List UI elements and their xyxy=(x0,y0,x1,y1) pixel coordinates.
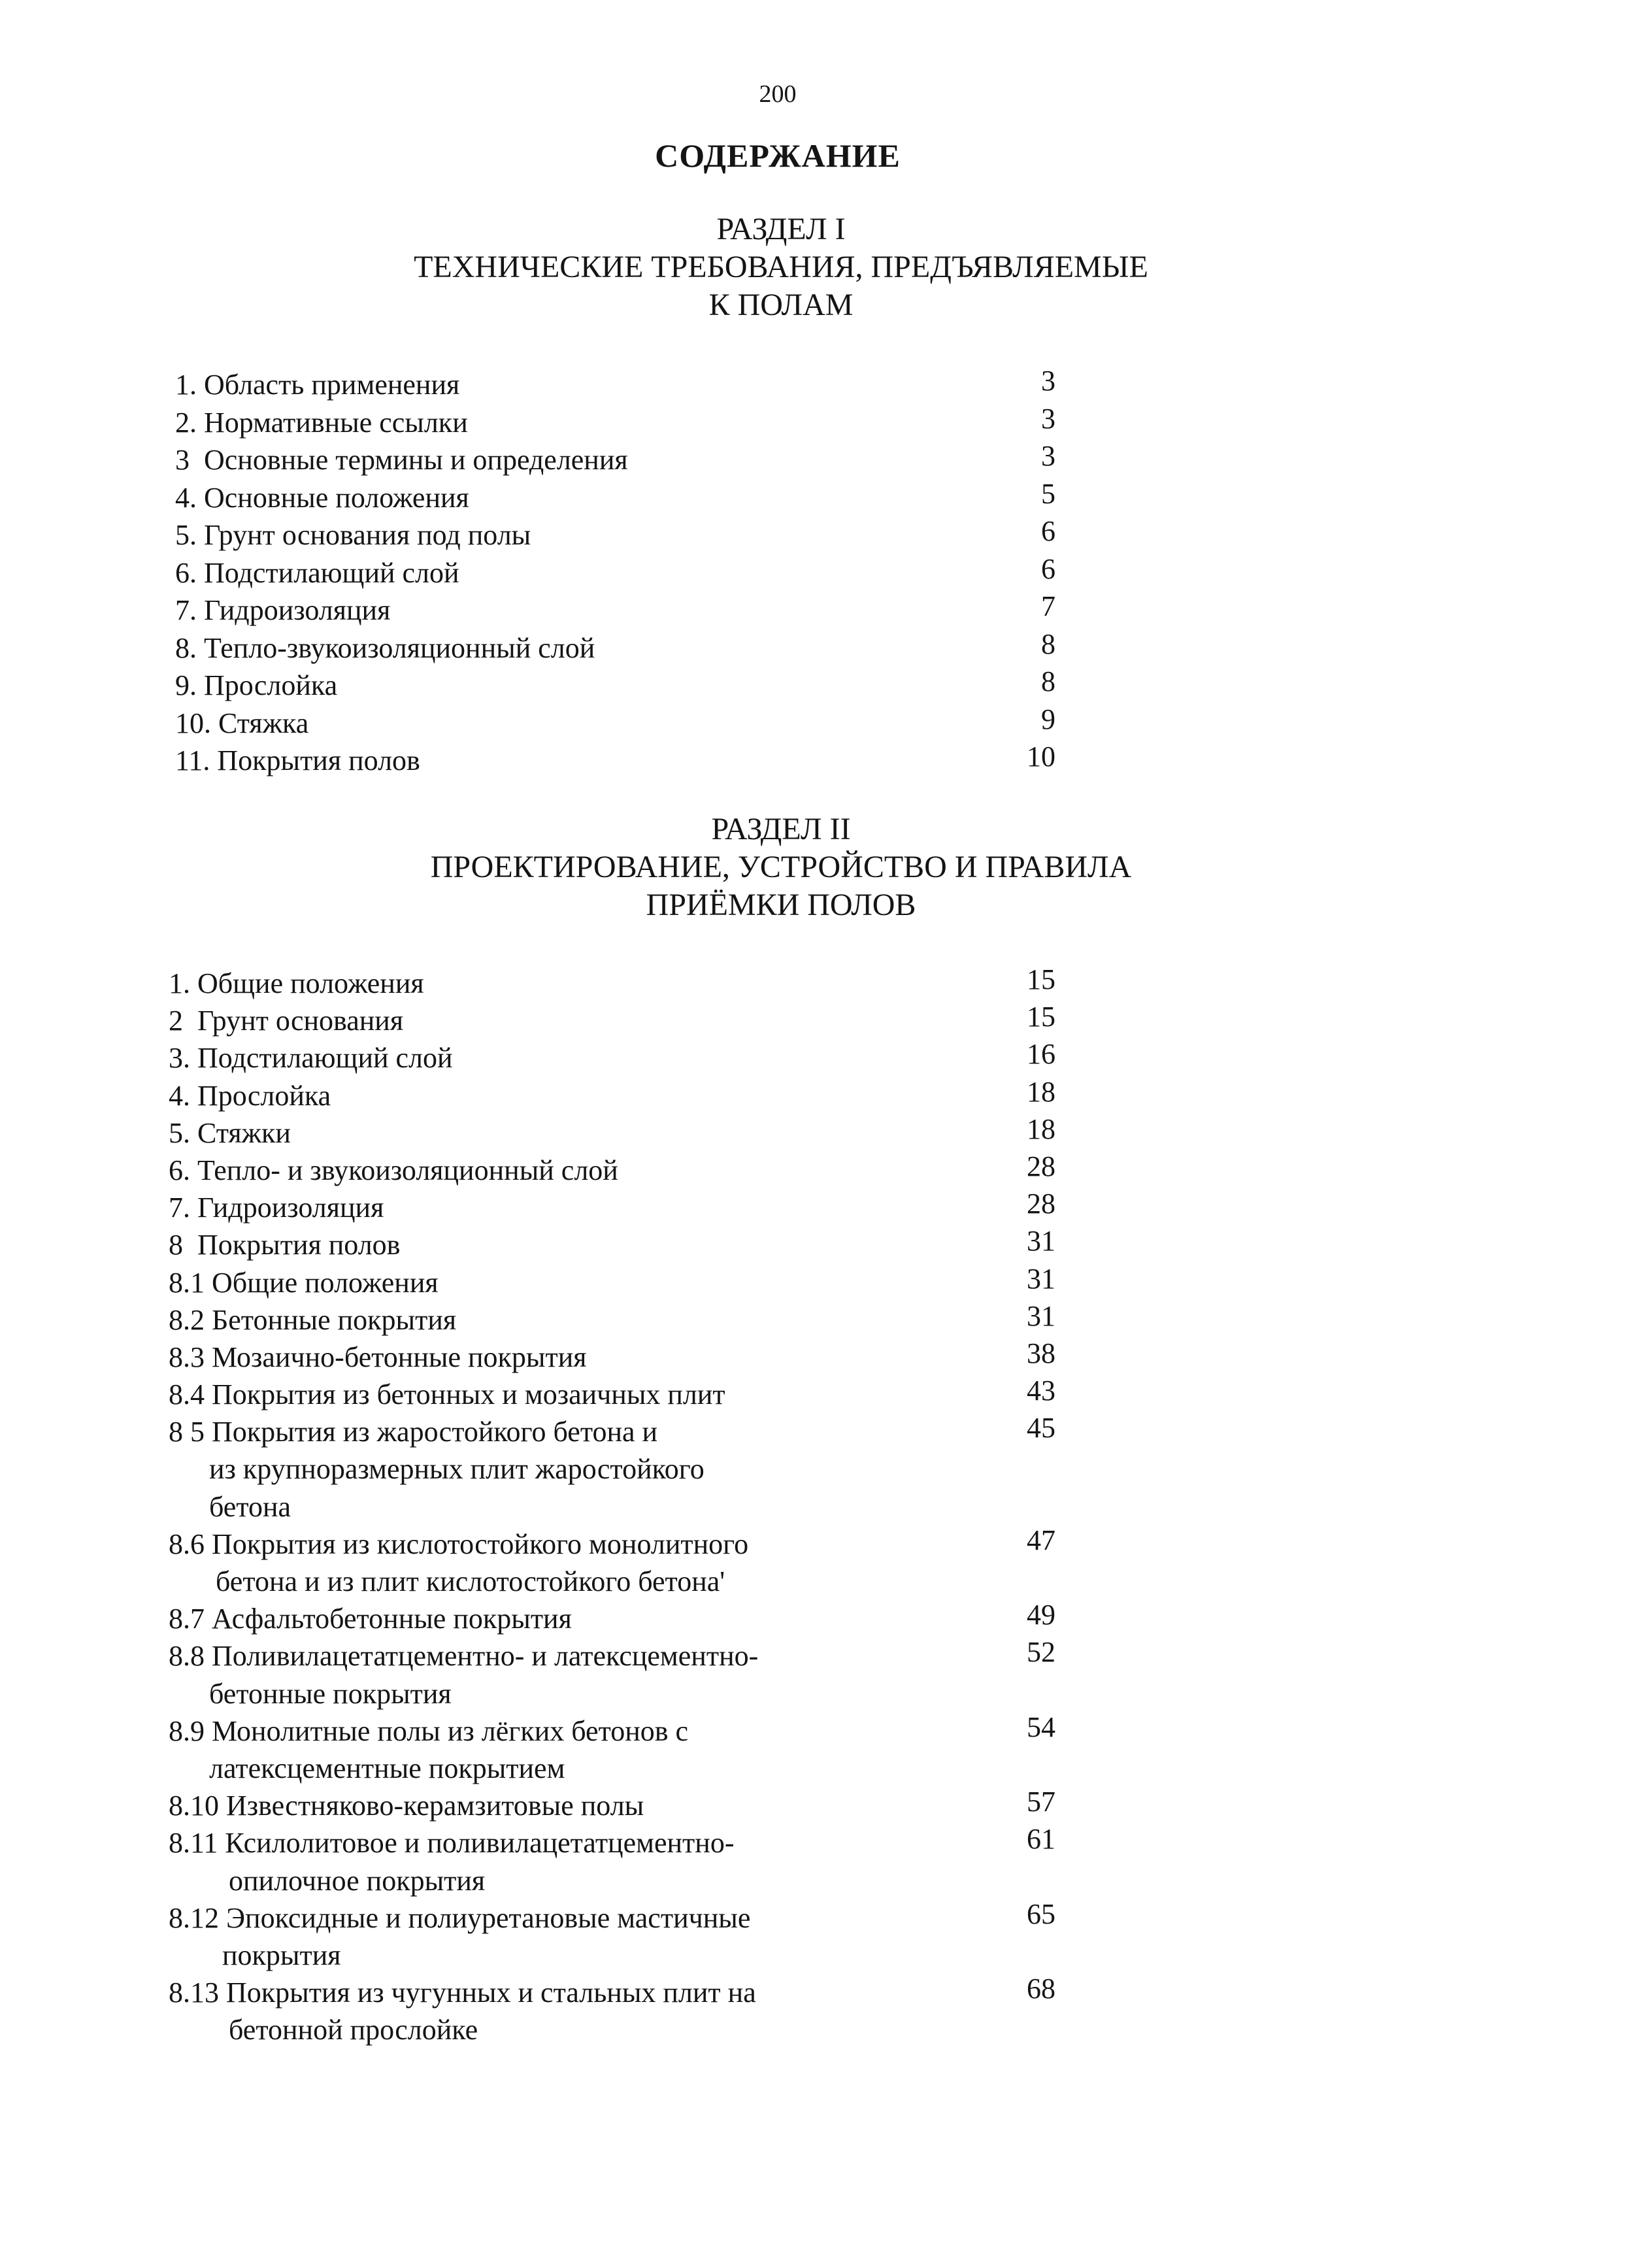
section-2-heading-line: ПРОЕКТИРОВАНИЕ, УСТРОЙСТВО И ПРАВИЛА xyxy=(430,850,1132,884)
toc-entry-page: 28 xyxy=(1027,1150,1055,1182)
section-2-heading-line: ПРИЁМКИ ПОЛОВ xyxy=(646,888,916,922)
toc-entry-page: 7 xyxy=(1041,590,1055,622)
toc-entry-text: 1. Область применения xyxy=(175,369,460,401)
toc-entry[interactable] xyxy=(0,554,1626,592)
toc-entry-page: 8 xyxy=(1041,627,1055,660)
toc-entry[interactable] xyxy=(0,1899,1626,1974)
page-title: СОДЕРЖАНИЕ xyxy=(655,137,901,174)
toc-entry-text: 8.11 Ксилолитовое и поливилацетатцементно- опилочное покрытия xyxy=(169,1827,735,1897)
toc-entry-text: 2 Грунт основания xyxy=(169,1005,404,1037)
toc-entry-page: 31 xyxy=(1027,1262,1055,1295)
toc-entry[interactable] xyxy=(0,1039,1626,1076)
toc-entry-text: 7. Гидроизоляция xyxy=(169,1192,384,1224)
toc-entry[interactable] xyxy=(0,404,1626,442)
toc-entry[interactable] xyxy=(0,1301,1626,1339)
toc-entry[interactable] xyxy=(0,441,1626,479)
toc-entry-text: 3 Основные термины и определения xyxy=(175,444,628,476)
toc-entry[interactable] xyxy=(0,516,1626,554)
toc-entry[interactable] xyxy=(0,742,1626,780)
toc-entry-page: 61 xyxy=(1027,1823,1055,1856)
toc-entry-text: 8.7 Асфальтобетонные покрытия xyxy=(169,1603,572,1635)
toc-entry-text: 8.13 Покрытия из чугунных и стальных плит на бетонной прослойке xyxy=(169,1976,756,2046)
toc-entry[interactable] xyxy=(0,1152,1626,1189)
toc-entry-page: 15 xyxy=(1027,1001,1055,1033)
toc-entry[interactable] xyxy=(0,965,1626,1002)
toc-entry[interactable] xyxy=(0,479,1626,517)
toc-entry[interactable] xyxy=(0,1226,1626,1263)
section-1-heading-line: К ПОЛАМ xyxy=(708,288,854,322)
toc-entry-text: 8 Покрытия полов xyxy=(169,1229,401,1261)
section-1-heading-line: ТЕХНИЧЕСКИЕ ТРЕБОВАНИЯ, ПРЕДЪЯВЛЯЕМЫЕ xyxy=(414,250,1148,284)
toc-entry-text: 6. Подстилающий слой xyxy=(175,556,459,589)
toc-entry-page: 9 xyxy=(1041,703,1055,735)
toc-entry-text: 1. Общие положения xyxy=(169,967,424,999)
toc-entry[interactable] xyxy=(0,1264,1626,1301)
toc-entry-text: 11. Покрытия полов xyxy=(175,744,420,776)
section-1-heading-line: РАЗДЕЛ I xyxy=(716,212,846,246)
toc-entry-page: 68 xyxy=(1027,1973,1055,2005)
toc-entry-text: 5. Стяжки xyxy=(169,1116,291,1149)
toc-entry-page: 54 xyxy=(1027,1710,1055,1743)
toc-entry-page: 15 xyxy=(1027,963,1055,995)
toc-entry[interactable] xyxy=(0,1787,1626,1824)
toc-entry-page: 45 xyxy=(1027,1412,1055,1444)
toc-entry-page: 3 xyxy=(1041,402,1055,435)
toc-entry-text: 8.12 Эпоксидные и полиуретановые мастичные покрытия xyxy=(169,1901,751,1971)
toc-entry[interactable] xyxy=(0,705,1626,742)
toc-entry[interactable] xyxy=(0,1077,1626,1114)
toc-entry-page: 18 xyxy=(1027,1112,1055,1145)
toc-entry[interactable] xyxy=(0,1526,1626,1600)
toc-entry-page: 65 xyxy=(1027,1897,1055,1930)
toc-entry-text: 4. Основные положения xyxy=(175,481,469,514)
toc-entry-text: 8.3 Мозаично-бетонные покрытия xyxy=(169,1341,587,1373)
toc-entry-page: 8 xyxy=(1041,665,1055,697)
toc-entry-text: 9. Прослойка xyxy=(175,669,338,701)
section-1-toc xyxy=(0,366,1626,780)
toc-entry-text: 8.1 Общие положения xyxy=(169,1266,439,1299)
toc-entry-text: 5. Грунт основания под полы xyxy=(175,519,531,551)
toc-entry-text: 8.4 Покрытия из бетонных и мозаичных плит xyxy=(169,1378,725,1411)
toc-entry-text: 6. Тепло- и звукоизоляционный слой xyxy=(169,1154,618,1186)
toc-entry[interactable] xyxy=(0,1712,1626,1787)
toc-entry-page: 31 xyxy=(1027,1299,1055,1332)
toc-entry[interactable] xyxy=(0,1824,1626,1899)
toc-entry-text: 8.8 Поливилацетатцементно- и латексцементно- бетонные покрытия xyxy=(169,1640,759,1710)
toc-entry-text: 3. Подстилающий слой xyxy=(169,1042,453,1075)
toc-entry-page: 6 xyxy=(1041,515,1055,547)
toc-entry[interactable] xyxy=(0,1637,1626,1712)
toc-entry-page: 5 xyxy=(1041,477,1055,510)
toc-entry-page: 49 xyxy=(1027,1599,1055,1631)
page-number: 200 xyxy=(759,80,797,108)
toc-entry-text: 8. Тепло-звукоизоляционный слой xyxy=(175,631,595,664)
toc-entry[interactable] xyxy=(0,366,1626,404)
toc-entry-page: 52 xyxy=(1027,1636,1055,1669)
section-2-heading xyxy=(0,810,1562,924)
toc-entry[interactable] xyxy=(0,629,1626,667)
toc-entry[interactable] xyxy=(0,1376,1626,1413)
toc-entry-text: 2. Нормативные ссылки xyxy=(175,406,468,439)
toc-entry[interactable] xyxy=(0,1600,1626,1637)
toc-entry[interactable] xyxy=(0,1002,1626,1039)
toc-entry-page: 57 xyxy=(1027,1786,1055,1818)
section-2-toc xyxy=(0,965,1626,2049)
toc-entry-page: 28 xyxy=(1027,1188,1055,1220)
toc-entry-page: 18 xyxy=(1027,1075,1055,1108)
toc-entry-text: 8.9 Монолитные полы из лёгких бетонов с латексцементные покрытием xyxy=(169,1714,689,1785)
toc-entry[interactable] xyxy=(0,1114,1626,1152)
toc-entry-text: 7. Гидроизоляция xyxy=(175,594,391,626)
section-1-heading xyxy=(0,210,1562,324)
toc-entry[interactable] xyxy=(0,592,1626,629)
toc-entry-text: 8.10 Известняково-керамзитовые полы xyxy=(169,1790,644,1822)
toc-entry-page: 16 xyxy=(1027,1038,1055,1071)
toc-entry[interactable] xyxy=(0,1189,1626,1226)
section-2-heading-line: РАЗДЕЛ II xyxy=(711,812,851,846)
toc-entry-page: 38 xyxy=(1027,1337,1055,1369)
toc-entry-page: 31 xyxy=(1027,1225,1055,1258)
toc-entry-page: 3 xyxy=(1041,440,1055,472)
toc-entry-text: 10. Стяжка xyxy=(175,707,309,739)
toc-entry-text: 4. Прослойка xyxy=(169,1079,331,1112)
toc-entry-page: 10 xyxy=(1027,741,1055,773)
toc-entry-text: 8 5 Покрытия из жаростойкого бетона и из крупноразмерных плит жаростойкого бетона xyxy=(169,1416,705,1523)
toc-entry[interactable] xyxy=(0,1974,1626,2048)
toc-entry-text: 8.6 Покрытия из кислотостойкого монолитного бетона и из плит кислотостойкого бетона' xyxy=(169,1527,749,1598)
toc-entry-page: 6 xyxy=(1041,552,1055,585)
toc-entry[interactable] xyxy=(0,667,1626,705)
toc-entry-page: 47 xyxy=(1027,1524,1055,1556)
toc-entry[interactable] xyxy=(0,1339,1626,1376)
toc-entry-text: 8.2 Бетонные покрытия xyxy=(169,1303,457,1336)
toc-entry-page: 43 xyxy=(1027,1375,1055,1407)
toc-entry[interactable] xyxy=(0,1413,1626,1526)
toc-entry-page: 3 xyxy=(1041,365,1055,397)
